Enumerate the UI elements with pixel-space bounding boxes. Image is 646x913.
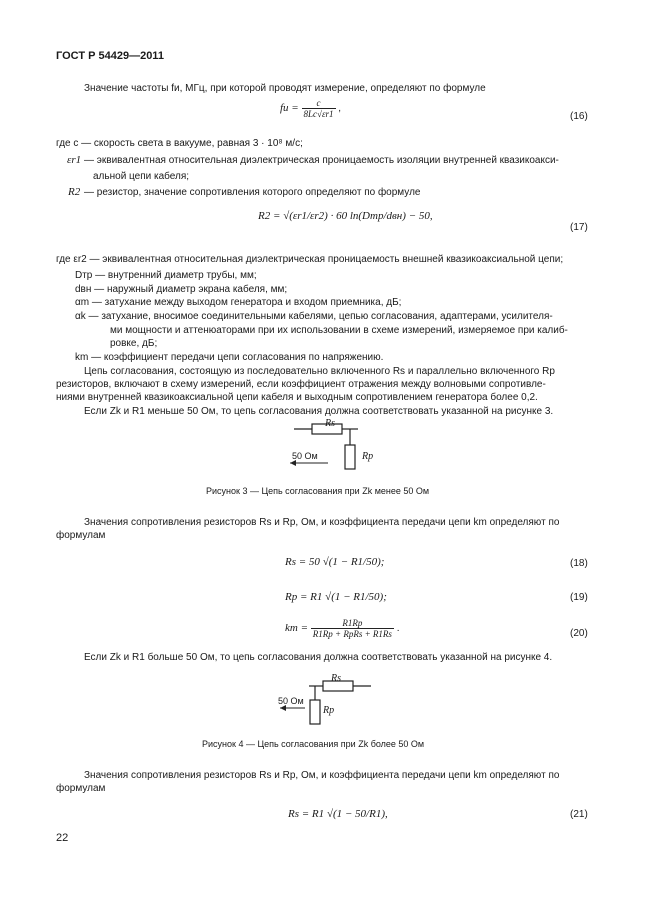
paragraph-values-2: Значения сопротивления резисторов Rs и Rp, Ом, и коэффициента передачи цепи km определяют по (84, 770, 560, 781)
paragraph-matching-line3: ниями внутренней квазикоаксиальной цепи кабеля и выходным сопротивлением генератора более 0,2. (56, 392, 538, 403)
equation-21-body: √(1 − 50/R1), (326, 808, 388, 820)
equation-20-tail: . (396, 623, 400, 635)
equation-19-body: √(1 − R1/50); (325, 591, 387, 603)
equation-17 (258, 210, 433, 222)
equation-16-lhs: fи = (280, 102, 299, 115)
definition-ak-line1: αk — затухание, вносимое соединительными кабелями, цепью согласования, адаптерами, усилителя- (75, 311, 553, 322)
equation-18-lhs: Rs = 50 (285, 556, 320, 568)
symbol-er1: εr1 (67, 154, 82, 166)
paragraph-if-less: Если Zk и R1 меньше 50 Ом, то цепь согласования должна соответствовать указанной на рисунке 3. (84, 406, 554, 417)
paragraph-if-more: Если Zk и R1 больше 50 Ом, то цепь согласования должна соответствовать указанной на рисунке 4. (84, 652, 553, 663)
paragraph-frequency-intro: Значение частоты fи, МГц, при которой проводят измерение, определяют по формуле (84, 83, 486, 94)
equation-21 (288, 808, 388, 820)
definition-er2: где εr2 — эквивалентная относительная диэлектрическая проницаемость внешней квазикоаксиальной цепи; (56, 254, 564, 265)
paragraph-values-2-formulas: формулам (56, 783, 106, 794)
definition-dvn: dвн — наружный диаметр экрана кабеля, мм; (75, 284, 288, 295)
equation-20-number: (20) (570, 628, 588, 639)
fig4-label-rs: Rs (331, 673, 341, 684)
definition-c: где c — скорость света в вакууме, равная 3 · 10⁸ м/с; (56, 138, 303, 149)
paragraph-values-1-formulas: формулам (56, 530, 106, 541)
equation-20-numerator: R1Rp (311, 618, 394, 629)
definition-dtr: Dтр — внутренний диаметр трубы, мм; (75, 270, 257, 281)
equation-19-number: (19) (570, 592, 588, 603)
equation-16-numerator: c (302, 98, 336, 109)
symbol-r2: R2 (68, 186, 81, 198)
fig3-resistor-rp (345, 445, 355, 469)
page-number: 22 (56, 832, 69, 844)
definition-er1-line1: — эквивалентная относительная диэлектрическая проницаемость изоляции внутренней квазикоакси- (84, 155, 559, 166)
equation-17-body: √(εr1/εr2) · 60 ln(Dтр/dвн) − 50, (283, 210, 433, 222)
equation-16-fraction (302, 98, 336, 119)
equation-21-number: (21) (570, 809, 588, 820)
equation-18-body: √(1 − R1/50); (322, 556, 385, 568)
fig3-label-rp: Rp (362, 451, 374, 462)
figure-3-caption: Рисунок 3 — Цепь согласования при Zk менее 50 Ом (206, 486, 430, 496)
equation-20 (285, 618, 399, 639)
fig4-resistor-rp (310, 700, 320, 724)
paragraph-matching-line2: резисторов, включают в схему измерений, если коэффициент отражения между волновыми сопротивле- (56, 379, 546, 390)
definition-r2: — резистор, значение сопротивления которого определяют по формуле (84, 187, 421, 198)
definition-km: km — коэффициент передачи цепи согласования по напряжению. (75, 352, 384, 363)
equation-20-lhs: km = (285, 622, 308, 635)
equation-20-denominator: R1Rp + RpRs + R1Rs (312, 629, 392, 639)
fig3-label-port: 50 Ом (292, 451, 318, 461)
equation-21-lhs: Rs = R1 (288, 808, 325, 820)
fig4-label-rp: Rp (323, 705, 335, 716)
definition-ak-line3: ровке, дБ; (110, 338, 158, 349)
definition-am: αm — затухание между выходом генератора и входом приемника, дБ; (75, 297, 402, 308)
equation-19-lhs: Rp = R1 (285, 591, 323, 603)
fig4-label-port: 50 Ом (278, 696, 304, 706)
paragraph-values-1: Значения сопротивления резисторов Rs и Rp, Ом, и коэффициента передачи цепи km определяют по (84, 517, 560, 528)
equation-20-fraction (311, 618, 394, 639)
definition-er1-line2: альной цепи кабеля; (93, 171, 190, 182)
equation-19 (285, 591, 387, 603)
equation-17-number: (17) (570, 222, 588, 233)
document-header: ГОСТ Р 54429—2011 (56, 50, 164, 62)
equation-16-number: (16) (570, 111, 588, 122)
figure-3-circuit (280, 415, 390, 473)
equation-16-denominator: 8Lc√εr1 (303, 109, 334, 119)
fig3-label-rs: Rs (325, 418, 335, 429)
figure-4-caption: Рисунок 4 — Цепь согласования при Zk более 50 Ом (202, 739, 425, 749)
equation-16-tail: , (338, 103, 342, 115)
definition-ak-line2: ми мощности и аттенюаторами при их использовании в схеме измерений, измеряемое при калиб- (110, 325, 568, 336)
equation-18-number: (18) (570, 558, 588, 569)
equation-16 (280, 98, 341, 130)
equation-17-lhs: R2 = (258, 210, 281, 222)
equation-18 (285, 556, 384, 568)
paragraph-matching-line1: Цепь согласования, состоящую из последовательно включенного Rs и параллельно включенного Rp (84, 366, 555, 377)
